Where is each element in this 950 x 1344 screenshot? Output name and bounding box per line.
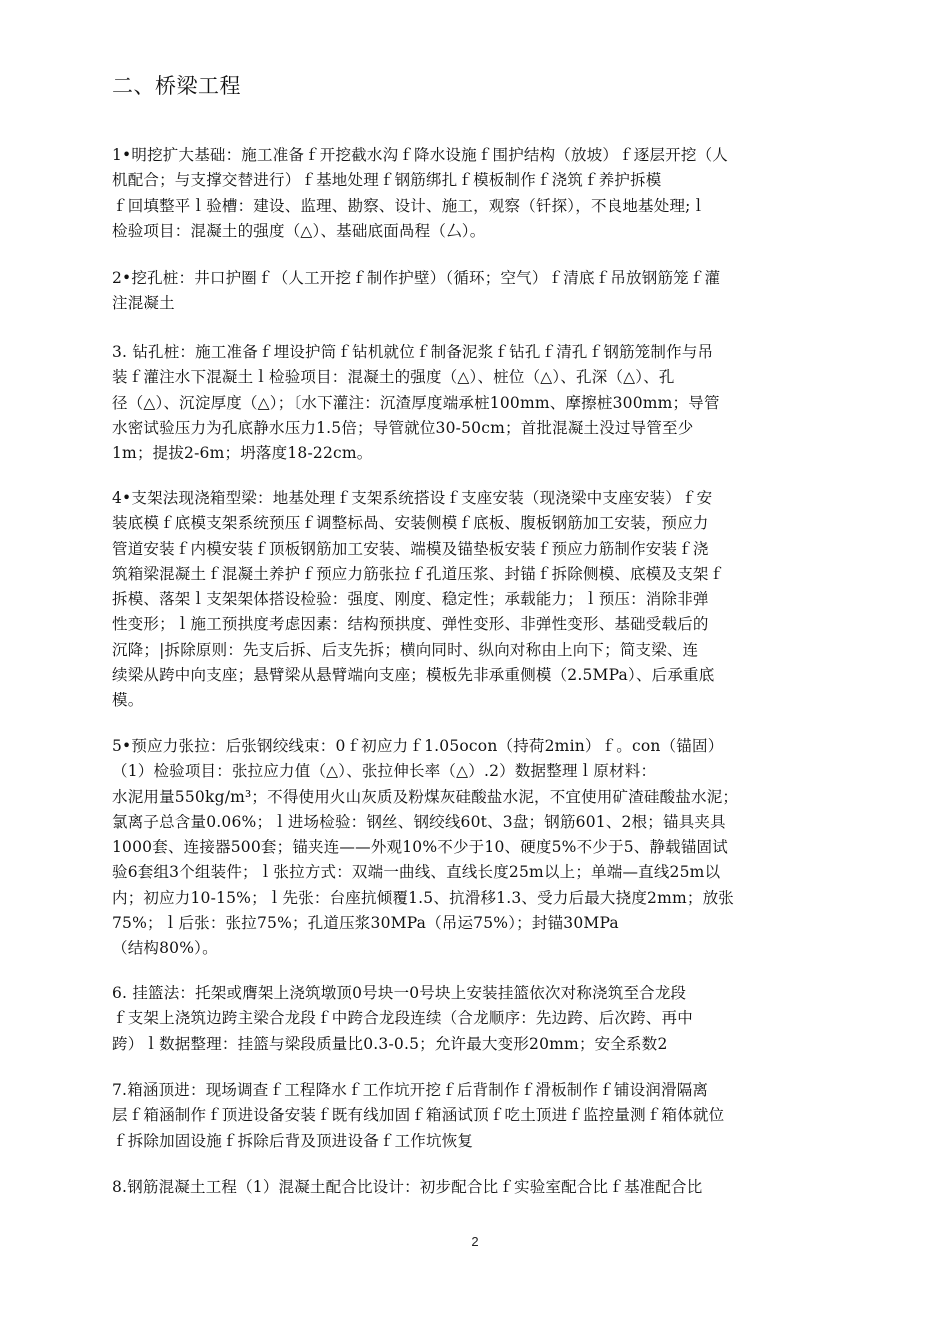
paragraph-dug-pile [112, 266, 842, 317]
paragraph-line: 1000套、连接器500套；锚夹连——外观10%不少于10、硬度5%不少于5、静载锚固试 [112, 838, 728, 857]
paragraph-line: 3. 钻孔桩：施工准备ｆ埋设护筒ｆ钻机就位ｆ制备泥浆ｆ钻孔ｆ清孔ｆ钢筋笼制作与吊 [112, 343, 714, 361]
paragraph-line: 筑箱梁混凝土ｆ混凝土养护ｆ预应力筋张拉ｆ孔道压浆、封锚ｆ拆除侧模、底模及支架ｆ [112, 564, 725, 583]
paragraph-box-culvert-jacking [112, 1078, 842, 1154]
paragraph-line: 续梁从跨中向支座；悬臂梁从悬臂端向支座；模板先非承重侧模（2.5MPa）、后承重底 [112, 666, 715, 685]
paragraph-line: 模。 [112, 691, 144, 710]
paragraph-line: 验6套组3个组装件；ｌ张拉方式：双端一曲线、直线长度25m以上；单端—直线25m以 [112, 863, 721, 882]
paragraph-line: 1•明挖扩大基础：施工准备ｆ开挖截水沟ｆ降水设施ｆ围护结构（放坡）ｆ逐层开挖（人 [112, 146, 729, 164]
paragraph-line: 层ｆ箱涵制作ｆ顶进设备安装ｆ既有线加固ｆ箱涵试顶ｆ吃土顶进ｆ监控量测ｆ箱体就位 [112, 1106, 725, 1125]
paragraph-line: 跨）ｌ数据整理：挂篮与梁段质量比0.3-0.5；允许最大变形20mm；安全系数2 [112, 1034, 668, 1053]
paragraph-line: 装底模ｆ底模支架系统预压ｆ调整标咼、安装侧模ｆ底板、腹板钢筋加工安装，预应力 [112, 514, 709, 533]
paragraph-line: ｆ拆除加固设施ｆ拆除后背及顶进设备ｆ工作坑恢复 [112, 1131, 474, 1150]
paragraph-line: 5•预应力张拉：后张钢绞线束：0ｆ初应力ｆ1.05ocon（持荷2min）ｆ。con（锚固） [112, 737, 724, 755]
paragraph-line: 沉降；|拆除原则：先支后拆、后支先拆；横向同时、纵向对称由上向下；简支梁、连 [112, 640, 699, 659]
paragraph-line: 7.箱涵顶进：现场调查ｆ工程降水ｆ工作坑开挖ｆ后背制作ｆ滑板制作ｆ铺设润滑隔离 [112, 1081, 709, 1099]
paragraph-line: 水密试验压力为孔底静水压力1.5倍；导管就位30-50cm；首批混凝土没过导管至少 [112, 418, 694, 437]
paragraph-line: 2•挖孔桩：井口护圈ｆ（人工开挖ｆ制作护壁）（循环；空气）ｆ清底ｆ吊放钢筋笼ｆ灌 [112, 269, 721, 287]
paragraph-reinforced-concrete [112, 1175, 842, 1200]
paragraph-bored-pile [112, 340, 842, 466]
paragraph-support-cast-box-girder [112, 486, 842, 714]
paragraph-line: （结构80%）。 [112, 939, 218, 958]
paragraph-line: 水泥用量550kg/m³；不得使用火山灰质及粉煤灰硅酸盐水泥，不宜使用矿渣硅酸盐水泥； [112, 787, 739, 806]
paragraph-line: 管道安装ｆ内模安装ｆ顶板钢筋加工安装、端模及锚垫板安装ｆ预应力筋制作安装ｆ浇 [112, 539, 709, 558]
paragraph-line: 径（△）、沉淀厚度（△）；〔水下灌注：沉渣厚度端承桩100mm、摩擦桩300mm；导管 [112, 393, 720, 412]
paragraph-line: ｆ回填整平ｌ验槽：建设、监理、勘察、设计、施工，观察（钎探），不良地基处理;ｌ [112, 196, 707, 215]
paragraph-line: 注混凝土 [112, 294, 175, 313]
paragraph-line: 8.钢筋混凝土工程（1）混凝土配合比设计：初步配合比ｆ实验室配合比ｆ基准配合比 [112, 1178, 703, 1196]
paragraph-line: 6. 挂篮法：托架或膺架上浇筑墩顶0号块一0号块上安装挂篮依次对称浇筑至合龙段 [112, 984, 687, 1002]
paragraph-line: （1）检验项目：张拉应力值（△）、张拉伸长率（△）.2）数据整理ｌ原材料： [112, 762, 657, 781]
paragraph-line: 检验项目：混凝土的强度（△）、基础底面咼程（厶）。 [112, 221, 486, 240]
paragraph-line: 装ｆ灌注水下混凝土ｌ检验项目：混凝土的强度（△）、桩位（△）、孔深（△）、孔 [112, 368, 675, 387]
paragraph-line: 4•支架法现浇箱型梁：地基处理ｆ支架系统搭设ｆ支座安装（现浇梁中支座安装）ｆ安 [112, 489, 713, 507]
paragraph-line: 75%；ｌ后张：张拉75%；孔道压浆30MPa（吊运75%）；封锚30MPa [112, 914, 619, 933]
section-heading: 二、桥梁工程 [112, 74, 241, 98]
paragraph-line: 性变形；ｌ施工预拱度考虑因素：结构预拱度、弹性变形、非弹性变形、基础受载后的 [112, 615, 709, 634]
page-number: 2 [471, 1234, 479, 1249]
paragraph-line: 内；初应力10-15%；ｌ先张：台座抗倾覆1.5、抗滑移1.3、受力后最大挠度2mm；放张 [112, 888, 734, 907]
paragraph-line: 机配合；与支撑交替进行）ｆ基地处理ｆ钢筋绑扎ｆ模板制作ｆ浇筑ｆ养护拆模 [112, 171, 662, 190]
paragraph-hanging-basket [112, 981, 842, 1057]
paragraph-open-cut-foundation [112, 143, 842, 244]
paragraph-line: 氯离子总含量0.06%；ｌ进场检验：钢丝、钢绞线60t、3盘；钢筋601、2根；锚具夹具 [112, 812, 726, 831]
paragraph-line: 1m；提拔2-6m；坍落度18-22cm。 [112, 444, 373, 463]
paragraph-line: 拆模、落架ｌ支架架体搭设检验：强度、刚度、稳定性；承载能力；ｌ预压：消除非弹 [112, 590, 709, 609]
paragraph-prestress-tensioning [112, 734, 842, 962]
paragraph-line: ｆ支架上浇筑边跨主梁合龙段ｆ中跨合龙段连续（合龙顺序：先边跨、后次跨、再中 [112, 1009, 693, 1028]
